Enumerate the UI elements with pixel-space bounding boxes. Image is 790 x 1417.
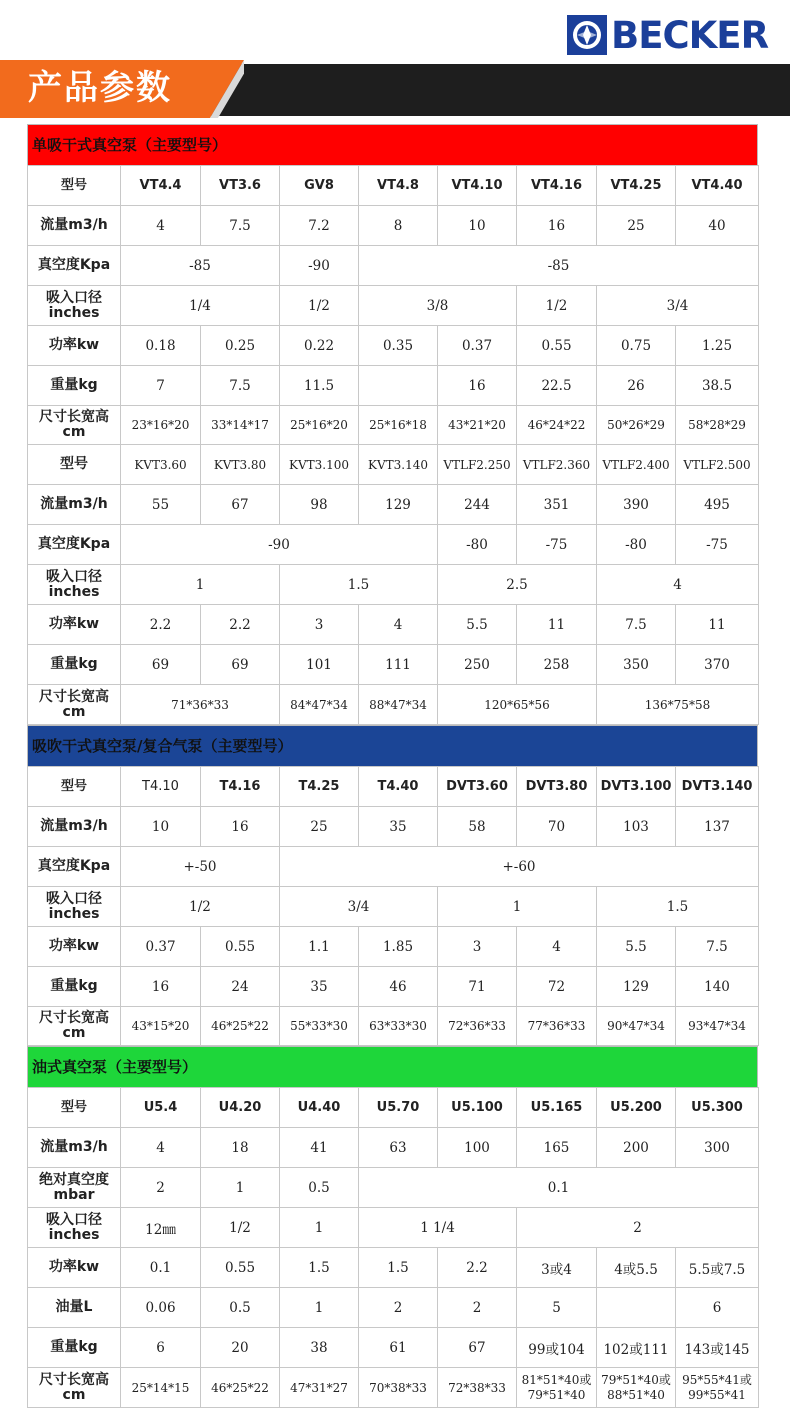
- table-cell: 2: [121, 1168, 201, 1208]
- table-cell: 18: [201, 1128, 280, 1168]
- becker-logo-icon: [567, 15, 607, 55]
- table-cell: 1 1/4: [359, 1208, 517, 1248]
- model-cell: GV8: [280, 166, 359, 206]
- table-cell: 4: [597, 565, 759, 605]
- table-cell: 58*28*29: [676, 406, 759, 445]
- table-cell: 7.5: [597, 605, 676, 645]
- model-cell: T4.25: [280, 767, 359, 807]
- table-row: [28, 1248, 759, 1288]
- table-cell: 11.5: [280, 366, 359, 406]
- table-cell: -75: [517, 525, 597, 565]
- model-cell: VTLF2.250: [438, 445, 517, 485]
- table-cell: 129: [359, 485, 438, 525]
- table-cell: 4: [121, 1128, 201, 1168]
- table-cell: 0.37: [121, 927, 201, 967]
- table-cell: 47*31*27: [280, 1368, 359, 1408]
- table-cell: 20: [201, 1328, 280, 1368]
- table-cell: 165: [517, 1128, 597, 1168]
- table-cell: 25*16*20: [280, 406, 359, 445]
- table-row: [28, 565, 759, 605]
- table-cell: 10: [438, 206, 517, 246]
- table-cell: 16: [438, 366, 517, 406]
- table-cell: 129: [597, 967, 676, 1007]
- table-cell: [359, 366, 438, 406]
- model-cell: U4.40: [280, 1088, 359, 1128]
- row-label: 重量kg: [28, 967, 121, 1007]
- table-cell: 351: [517, 485, 597, 525]
- table-cell: 6: [676, 1288, 759, 1328]
- table-cell: 111: [359, 645, 438, 685]
- table-cell: 1: [121, 565, 280, 605]
- row-label: 功率kw: [28, 1248, 121, 1288]
- table-cell: 4或5.5: [597, 1248, 676, 1288]
- table-cell: 350: [597, 645, 676, 685]
- table-cell: 101: [280, 645, 359, 685]
- table-cell: 88*47*34: [359, 685, 438, 725]
- table-cell: 25: [280, 807, 359, 847]
- table-cell: 137: [676, 807, 759, 847]
- table-cell: 69: [201, 645, 280, 685]
- table-cell: 46: [359, 967, 438, 1007]
- table-cell: 10: [121, 807, 201, 847]
- table-cell: 11: [517, 605, 597, 645]
- table-cell: -85: [359, 246, 759, 286]
- table-cell: 0.25: [201, 326, 280, 366]
- row-label: 重量kg: [28, 645, 121, 685]
- table-cell: 40: [676, 206, 759, 246]
- table-row: [28, 445, 759, 485]
- model-cell: U5.4: [121, 1088, 201, 1128]
- table-cell: 55: [121, 485, 201, 525]
- row-label: 型号: [28, 767, 121, 807]
- table-cell: 24: [201, 967, 280, 1007]
- table-row: [28, 645, 759, 685]
- model-cell: VTLF2.500: [676, 445, 759, 485]
- table-row: [28, 1368, 759, 1408]
- table-cell: 2: [359, 1288, 438, 1328]
- row-label: 尺寸长宽高 cm: [28, 406, 121, 445]
- table-cell: 5.5: [438, 605, 517, 645]
- row-label: 尺寸长宽高 cm: [28, 1007, 121, 1046]
- table-cell: 1/2: [280, 286, 359, 326]
- table-cell: -80: [438, 525, 517, 565]
- model-cell: DVT3.60: [438, 767, 517, 807]
- table-cell: 41: [280, 1128, 359, 1168]
- table-cell: 143或145: [676, 1328, 759, 1368]
- table-cell: 100: [438, 1128, 517, 1168]
- row-label: 真空度Kpa: [28, 847, 121, 887]
- table-cell: 99或104: [517, 1328, 597, 1368]
- table-cell: 3/4: [597, 286, 759, 326]
- table-cell: 0.55: [517, 326, 597, 366]
- table-row: [28, 1088, 759, 1128]
- becker-logo: [567, 12, 768, 58]
- table-cell: 4: [359, 605, 438, 645]
- table-cell: 7.5: [201, 366, 280, 406]
- table-cell: 55*33*30: [280, 1007, 359, 1046]
- table-cell: 35: [359, 807, 438, 847]
- row-label: 绝对真空度 mbar: [28, 1168, 121, 1208]
- row-label: 型号: [28, 1088, 121, 1128]
- table-cell: 3或4: [517, 1248, 597, 1288]
- model-cell: U5.200: [597, 1088, 676, 1128]
- table-row: [28, 406, 759, 445]
- model-cell: VTLF2.360: [517, 445, 597, 485]
- table-cell: 8: [359, 206, 438, 246]
- table-cell: 300: [676, 1128, 759, 1168]
- table-cell: 5.5或7.5: [676, 1248, 759, 1288]
- table-cell: [597, 1288, 676, 1328]
- table-cell: 67: [438, 1328, 517, 1368]
- table-cell: 63*33*30: [359, 1007, 438, 1046]
- row-label: 流量m3/h: [28, 807, 121, 847]
- table-cell: 7.5: [676, 927, 759, 967]
- table-cell: -80: [597, 525, 676, 565]
- table-row: [28, 1007, 759, 1046]
- row-label: 吸入口径 inches: [28, 286, 121, 326]
- model-cell: DVT3.140: [676, 767, 759, 807]
- parameter-tables: [27, 124, 758, 1408]
- table-cell: 244: [438, 485, 517, 525]
- table-cell: 0.55: [201, 1248, 280, 1288]
- table-row: [28, 166, 759, 206]
- table-cell: -85: [121, 246, 280, 286]
- table-cell: 33*14*17: [201, 406, 280, 445]
- row-label: 油量L: [28, 1288, 121, 1328]
- model-cell: VT4.25: [597, 166, 676, 206]
- table-cell: 1/2: [517, 286, 597, 326]
- model-cell: T4.10: [121, 767, 201, 807]
- row-label: 型号: [28, 445, 121, 485]
- table-cell: 3: [438, 927, 517, 967]
- table-cell: 63: [359, 1128, 438, 1168]
- table-cell: 98: [280, 485, 359, 525]
- table-cell: 81*51*40或 79*51*40: [517, 1368, 597, 1408]
- table-row: [28, 685, 759, 725]
- table-cell: 7: [121, 366, 201, 406]
- table-row: [28, 286, 759, 326]
- row-label: 吸入口径 inches: [28, 1208, 121, 1248]
- table-cell: 67: [201, 485, 280, 525]
- table-cell: -90: [280, 246, 359, 286]
- table-cell: 3/4: [280, 887, 438, 927]
- table-cell: 7.2: [280, 206, 359, 246]
- table-row: [28, 1208, 759, 1248]
- table-row: [28, 927, 759, 967]
- table-cell: 25*16*18: [359, 406, 438, 445]
- table-cell: 46*25*22: [201, 1007, 280, 1046]
- table-cell: 140: [676, 967, 759, 1007]
- table-cell: 0.22: [280, 326, 359, 366]
- table-row: [28, 967, 759, 1007]
- table-cell: 2: [438, 1288, 517, 1328]
- table-cell: -75: [676, 525, 759, 565]
- model-cell: KVT3.60: [121, 445, 201, 485]
- table-cell: +-60: [280, 847, 759, 887]
- table-cell: 43*21*20: [438, 406, 517, 445]
- row-label: 尺寸长宽高 cm: [28, 1368, 121, 1408]
- row-label: 重量kg: [28, 1328, 121, 1368]
- table-cell: 4: [121, 206, 201, 246]
- table-cell: 72*36*33: [438, 1007, 517, 1046]
- model-cell: U5.300: [676, 1088, 759, 1128]
- table-cell: 1.1: [280, 927, 359, 967]
- model-cell: KVT3.80: [201, 445, 280, 485]
- table-cell: 200: [597, 1128, 676, 1168]
- table-cell: 50*26*29: [597, 406, 676, 445]
- model-cell: U5.100: [438, 1088, 517, 1128]
- table-cell: 1.5: [597, 887, 759, 927]
- model-cell: KVT3.140: [359, 445, 438, 485]
- table-row: [28, 1128, 759, 1168]
- model-cell: U4.20: [201, 1088, 280, 1128]
- table-cell: 23*16*20: [121, 406, 201, 445]
- table-cell: 38: [280, 1328, 359, 1368]
- table-cell: 1: [280, 1288, 359, 1328]
- model-cell: VT4.16: [517, 166, 597, 206]
- table-cell: 11: [676, 605, 759, 645]
- table-cell: 136*75*58: [597, 685, 759, 725]
- table-row: [28, 366, 759, 406]
- table-row: [28, 887, 759, 927]
- table-cell: 6: [121, 1328, 201, 1368]
- table-row: [28, 807, 759, 847]
- row-label: 吸入口径 inches: [28, 887, 121, 927]
- table-cell: 7.5: [201, 206, 280, 246]
- table-cell: 3: [280, 605, 359, 645]
- section-title-dry: 单吸干式真空泵（主要型号）: [27, 124, 758, 165]
- table-row: [28, 1288, 759, 1328]
- table-cell: 1/4: [121, 286, 280, 326]
- table-cell: 1.5: [280, 565, 438, 605]
- table-cell: 16: [517, 206, 597, 246]
- table-cell: 3/8: [359, 286, 517, 326]
- table-cell: 16: [201, 807, 280, 847]
- table-cell: 0.1: [121, 1248, 201, 1288]
- table-cell: 2: [517, 1208, 759, 1248]
- table-cell: 0.5: [201, 1288, 280, 1328]
- row-label: 功率kw: [28, 605, 121, 645]
- table-cell: 72*38*33: [438, 1368, 517, 1408]
- model-cell: T4.16: [201, 767, 280, 807]
- table-row: [28, 485, 759, 525]
- brand-name: BECKER: [611, 13, 769, 57]
- table-row: [28, 246, 759, 286]
- table-row: [28, 1328, 759, 1368]
- table-cell: 38.5: [676, 366, 759, 406]
- table-cell: 71: [438, 967, 517, 1007]
- table-cell: 103: [597, 807, 676, 847]
- table-cell: 1.25: [676, 326, 759, 366]
- table-cell: 58: [438, 807, 517, 847]
- table-cell: 0.55: [201, 927, 280, 967]
- table-cell: 79*51*40或 88*51*40: [597, 1368, 676, 1408]
- model-cell: VT4.10: [438, 166, 517, 206]
- section-title-blow: 吸吹干式真空泵/复合气泵（主要型号）: [27, 725, 758, 766]
- table-oil: [27, 1087, 759, 1408]
- table-cell: 70*38*33: [359, 1368, 438, 1408]
- table-row: [28, 206, 759, 246]
- model-cell: DVT3.80: [517, 767, 597, 807]
- model-cell: VT4.4: [121, 166, 201, 206]
- table-cell: 1.85: [359, 927, 438, 967]
- table-row: [28, 1168, 759, 1208]
- model-cell: VT4.8: [359, 166, 438, 206]
- row-label: 流量m3/h: [28, 485, 121, 525]
- table-cell: 35: [280, 967, 359, 1007]
- table-cell: 0.1: [359, 1168, 759, 1208]
- table-cell: 77*36*33: [517, 1007, 597, 1046]
- table-cell: 16: [121, 967, 201, 1007]
- table-cell: 120*65*56: [438, 685, 597, 725]
- table-cell: 72: [517, 967, 597, 1007]
- table-row: [28, 525, 759, 565]
- model-cell: T4.40: [359, 767, 438, 807]
- row-label: 流量m3/h: [28, 206, 121, 246]
- table-cell: 46*24*22: [517, 406, 597, 445]
- table-cell: 1/2: [201, 1208, 280, 1248]
- table-cell: 2.2: [121, 605, 201, 645]
- row-label: 型号: [28, 166, 121, 206]
- table-cell: 90*47*34: [597, 1007, 676, 1046]
- row-label: 功率kw: [28, 927, 121, 967]
- model-cell: VTLF2.400: [597, 445, 676, 485]
- table-cell: 250: [438, 645, 517, 685]
- model-cell: KVT3.100: [280, 445, 359, 485]
- table-cell: 1: [280, 1208, 359, 1248]
- table-cell: 390: [597, 485, 676, 525]
- page-title: 产品参数: [28, 68, 172, 108]
- table-cell: 1.5: [280, 1248, 359, 1288]
- table-cell: -90: [121, 525, 438, 565]
- table-blow: [27, 766, 759, 1046]
- table-row: [28, 767, 759, 807]
- table-cell: 5.5: [597, 927, 676, 967]
- table-cell: 0.37: [438, 326, 517, 366]
- table-cell: 1/2: [121, 887, 280, 927]
- row-label: 重量kg: [28, 366, 121, 406]
- table-row: [28, 605, 759, 645]
- table-row: [28, 847, 759, 887]
- table-cell: 0.35: [359, 326, 438, 366]
- table-cell: 0.18: [121, 326, 201, 366]
- table-cell: 69: [121, 645, 201, 685]
- table-cell: +-50: [121, 847, 280, 887]
- row-label: 流量m3/h: [28, 1128, 121, 1168]
- table-cell: 1.5: [359, 1248, 438, 1288]
- table-cell: 5: [517, 1288, 597, 1328]
- table-cell: 495: [676, 485, 759, 525]
- table-cell: 2.5: [438, 565, 597, 605]
- model-cell: U5.165: [517, 1088, 597, 1128]
- row-label: 吸入口径 inches: [28, 565, 121, 605]
- table-cell: 0.06: [121, 1288, 201, 1328]
- table-cell: 46*25*22: [201, 1368, 280, 1408]
- table-cell: 22.5: [517, 366, 597, 406]
- table-cell: 0.75: [597, 326, 676, 366]
- model-cell: VT3.6: [201, 166, 280, 206]
- table-cell: 12㎜: [121, 1208, 201, 1248]
- table-cell: 102或111: [597, 1328, 676, 1368]
- table-cell: 2.2: [201, 605, 280, 645]
- table-dry: [27, 165, 759, 725]
- row-label: 功率kw: [28, 326, 121, 366]
- table-cell: 0.5: [280, 1168, 359, 1208]
- table-cell: 1: [201, 1168, 280, 1208]
- model-cell: U5.70: [359, 1088, 438, 1128]
- table-cell: 1: [438, 887, 597, 927]
- section-title-oil: 油式真空泵（主要型号）: [27, 1046, 758, 1087]
- table-cell: 370: [676, 645, 759, 685]
- row-label: 真空度Kpa: [28, 246, 121, 286]
- row-label: 真空度Kpa: [28, 525, 121, 565]
- table-row: [28, 326, 759, 366]
- table-cell: 25: [597, 206, 676, 246]
- model-cell: VT4.40: [676, 166, 759, 206]
- table-cell: 26: [597, 366, 676, 406]
- table-cell: 84*47*34: [280, 685, 359, 725]
- table-cell: 93*47*34: [676, 1007, 759, 1046]
- row-label: 尺寸长宽高 cm: [28, 685, 121, 725]
- model-cell: DVT3.100: [597, 767, 676, 807]
- table-cell: 4: [517, 927, 597, 967]
- table-cell: 2.2: [438, 1248, 517, 1288]
- table-cell: 70: [517, 807, 597, 847]
- table-cell: 71*36*33: [121, 685, 280, 725]
- table-cell: 258: [517, 645, 597, 685]
- table-cell: 43*15*20: [121, 1007, 201, 1046]
- table-cell: 61: [359, 1328, 438, 1368]
- table-cell: 95*55*41或 99*55*41: [676, 1368, 759, 1408]
- table-cell: 25*14*15: [121, 1368, 201, 1408]
